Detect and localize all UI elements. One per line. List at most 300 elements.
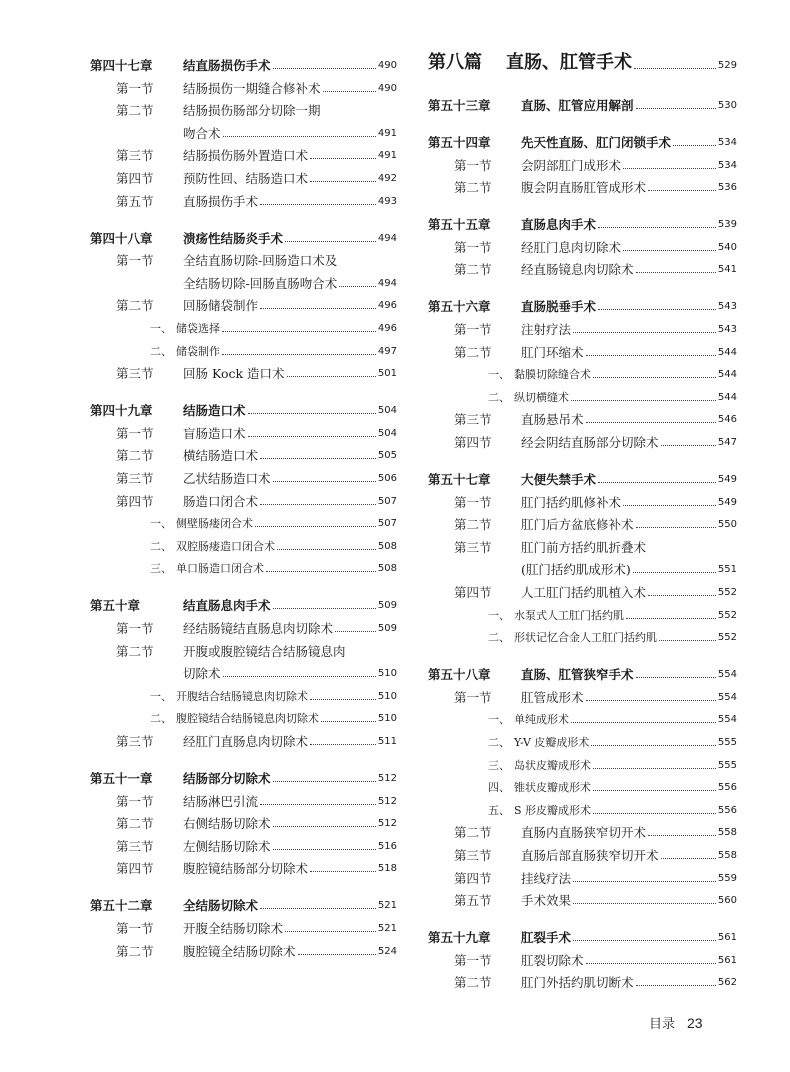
toc-subsection[interactable] [428, 728, 737, 750]
toc-page-number: 510 [377, 690, 397, 702]
toc-label: 第二节 [116, 943, 154, 959]
toc-page-number: 508 [377, 563, 397, 575]
toc-label: 第二节 [454, 975, 492, 991]
toc-chapter[interactable] [90, 224, 397, 246]
toc-label: 二、 [150, 712, 172, 726]
toc-page-number: 529 [717, 60, 737, 71]
toc-section[interactable] [90, 914, 397, 936]
toc-subsection[interactable] [90, 554, 397, 576]
toc-page-number: 555 [717, 737, 737, 748]
toc-page-number: 490 [377, 82, 397, 94]
leader-dots [260, 804, 376, 805]
toc-title: 手术效果 [521, 893, 572, 909]
toc-page-number: 540 [717, 241, 737, 253]
toc-page-number: 560 [717, 895, 737, 907]
toc-label: 第三节 [116, 471, 154, 486]
toc-title: 腹会阴直肠肛管成形术 [521, 180, 647, 196]
toc-title: 肛裂手术 [521, 930, 572, 946]
toc-page-number: 494 [377, 232, 397, 244]
leader-dots [273, 781, 376, 782]
toc-page-number: 549 [717, 496, 737, 508]
toc-continuation[interactable] [90, 269, 397, 291]
toc-label: 第二节 [116, 298, 154, 314]
toc-page-number: 541 [717, 264, 737, 276]
toc-title: 腹腔镜结肠部分切除术 [183, 861, 309, 877]
toc-title: 经直肠镜息肉切除术 [521, 262, 634, 278]
leader-dots [273, 826, 376, 827]
toc-section[interactable] [428, 864, 737, 886]
toc-section[interactable] [90, 419, 397, 441]
toc-label: 第四节 [454, 435, 492, 450]
leader-dots [636, 527, 716, 528]
toc-section[interactable] [90, 809, 397, 831]
toc-section[interactable] [428, 968, 737, 990]
leader-dots [598, 309, 716, 310]
leader-dots [310, 699, 376, 700]
toc-label: 第三节 [116, 148, 154, 164]
toc-title: 结直肠损伤手术 [183, 58, 271, 73]
toc-label: 第三节 [116, 366, 154, 382]
toc-page-number: 509 [377, 623, 397, 634]
toc-title: 直肠、肛管应用解剖 [521, 98, 634, 113]
toc-page-number: 504 [377, 427, 397, 439]
toc-section[interactable] [428, 405, 737, 427]
leader-dots [285, 931, 376, 932]
leader-dots [273, 481, 376, 482]
toc-chapter[interactable] [90, 396, 397, 418]
toc-section[interactable] [90, 487, 397, 509]
toc-label: 第一节 [116, 921, 154, 936]
toc-page-number: 512 [377, 818, 397, 830]
toc-section[interactable] [428, 151, 737, 173]
toc-title: 经肛门息肉切除术 [521, 239, 622, 255]
toc-title: 肛门环缩术 [521, 344, 584, 360]
toc-label: 一、 [488, 368, 510, 382]
toc-page-number: 496 [377, 300, 397, 312]
toc-title: 全结肠切除-回肠直肠吻合术 [183, 275, 338, 291]
toc-page-number: 546 [717, 414, 737, 426]
leader-dots [661, 445, 716, 446]
toc-label: 第一节 [454, 689, 492, 705]
toc-label: 第四十七章 [90, 58, 153, 73]
toc-page-number: 554 [717, 714, 737, 726]
toc-label: 一、 [488, 608, 510, 622]
leader-dots [593, 377, 716, 378]
toc-page-number: 504 [377, 405, 397, 417]
toc-chapter[interactable] [428, 923, 737, 945]
toc-subsection[interactable] [428, 601, 737, 623]
toc-label: 第一节 [454, 322, 492, 337]
toc-label: 第五十章 [90, 598, 141, 614]
toc-title: 肠造口闭合术 [183, 493, 259, 509]
toc-section[interactable] [428, 255, 737, 277]
toc-section[interactable] [90, 614, 397, 636]
toc-title: 单纯成形术 [514, 713, 569, 727]
toc-title: 全结直肠切除-回肠造口术及 [183, 253, 338, 269]
toc-page-number: 501 [377, 368, 397, 380]
toc-label: 第五十四章 [428, 135, 491, 150]
toc-label: 第二节 [116, 643, 154, 659]
toc-chapter[interactable] [428, 660, 737, 682]
leader-dots [598, 227, 716, 228]
toc-section[interactable] [90, 854, 397, 876]
toc-chapter[interactable] [428, 91, 737, 113]
toc-chapter[interactable] [90, 764, 397, 786]
toc-title: 形状记忆合金人工肛门括约肌 [514, 631, 657, 645]
toc-continuation[interactable] [90, 119, 397, 141]
toc-section[interactable] [90, 74, 397, 96]
toc-section[interactable] [428, 173, 737, 195]
leader-dots [223, 676, 376, 677]
toc-section[interactable] [90, 832, 397, 854]
leader-dots [648, 835, 716, 836]
toc-page-number: 497 [377, 345, 397, 357]
toc-chapter[interactable] [428, 465, 737, 487]
leader-dots [287, 376, 376, 377]
toc-label: 第二节 [454, 344, 492, 360]
leader-dots [571, 722, 716, 723]
toc-page-number: 554 [717, 691, 737, 703]
toc-title: (肛门括约肌成形术) [521, 562, 631, 578]
leader-dots [255, 526, 376, 527]
leader-dots [648, 190, 716, 191]
toc-label: 二、 [150, 539, 172, 553]
toc-page-number: 521 [377, 900, 397, 912]
toc-label: 第一节 [116, 425, 154, 441]
toc-page-number: 510 [377, 668, 397, 680]
leader-dots [636, 985, 716, 986]
toc-label: 第一节 [454, 157, 492, 173]
toc-page-number: 490 [377, 60, 397, 71]
toc-label: 第三节 [454, 848, 492, 863]
toc-title: 回肠储袋制作 [183, 298, 259, 314]
toc-label: 第五十三章 [428, 98, 491, 113]
toc-label: 二、 [488, 631, 510, 645]
toc-section[interactable] [90, 441, 397, 463]
toc-section[interactable] [428, 683, 737, 705]
toc-subsection[interactable] [428, 796, 737, 818]
toc-title: 结肠损伤肠部分切除一期 [183, 103, 321, 119]
toc-section[interactable] [90, 187, 397, 209]
toc-continuation[interactable] [90, 659, 397, 681]
toc-title: 经结肠镜结直肠息肉切除术 [183, 621, 334, 636]
leader-dots [636, 272, 716, 273]
toc-title: 黏膜切除缝合术 [514, 368, 591, 382]
toc-label: 第四节 [116, 171, 154, 186]
toc-section[interactable] [90, 464, 397, 486]
toc-page-number: 508 [377, 540, 397, 552]
leader-dots [248, 436, 376, 437]
toc-chapter[interactable] [428, 128, 737, 150]
toc-label: 第四节 [454, 870, 492, 886]
toc-label: 第五十二章 [90, 898, 153, 914]
toc-label: 第一节 [116, 621, 154, 636]
toc-title: 储袋制作 [176, 344, 220, 358]
toc-section[interactable] [428, 315, 737, 337]
toc-page-number: 544 [717, 346, 737, 358]
toc-section[interactable] [428, 841, 737, 863]
toc-section[interactable] [90, 359, 397, 381]
toc-page-number: 536 [717, 182, 737, 194]
leader-dots [623, 505, 716, 506]
toc-chapter[interactable] [90, 51, 397, 73]
toc-section[interactable] [428, 886, 737, 908]
toc-page-number: 549 [717, 474, 737, 485]
toc-page-number: 551 [717, 564, 737, 576]
toc-title: 右侧结肠切除术 [183, 816, 271, 832]
toc-page-number: 544 [717, 391, 737, 403]
toc-title: 双腔肠瘘造口闭合术 [176, 539, 275, 553]
toc-label: 第二节 [116, 448, 154, 464]
toc-title: 储袋选择 [176, 322, 220, 335]
leader-dots [266, 571, 376, 572]
toc-section[interactable] [90, 164, 397, 186]
toc-label: 第五十五章 [428, 217, 491, 233]
toc-label: 第五十九章 [428, 930, 491, 946]
leader-dots [648, 595, 716, 596]
toc-chapter[interactable] [428, 292, 737, 314]
toc-label: 第四节 [116, 493, 154, 509]
toc-section[interactable] [428, 338, 737, 360]
leader-dots [573, 903, 716, 904]
toc-subsection[interactable] [428, 751, 737, 773]
toc-title: 注射疗法 [521, 322, 572, 337]
toc-title: 肛裂切除术 [521, 952, 584, 968]
toc-page-number: 506 [377, 473, 397, 484]
toc-title: 经肛门直肠息肉切除术 [183, 734, 309, 749]
toc-section[interactable] [90, 246, 397, 268]
toc-title: 预防性回、结肠造口术 [183, 171, 309, 186]
toc-title: 腹腔镜结合结肠镜息肉切除术 [176, 712, 319, 726]
toc-title: 回肠 Kock 造口术 [183, 366, 285, 382]
toc-title: 切除术 [183, 666, 221, 682]
leader-dots [260, 908, 376, 909]
toc-page-number: 543 [717, 324, 737, 335]
toc-label: 四、 [488, 781, 510, 795]
leader-dots [634, 68, 716, 69]
toc-label: 三、 [488, 758, 510, 772]
toc-page-number: 509 [377, 600, 397, 612]
toc-title: 吻合术 [183, 125, 221, 141]
leader-dots [222, 331, 376, 332]
toc-subsection[interactable] [90, 682, 397, 704]
toc-label: 第四十八章 [90, 230, 153, 246]
toc-title: 盲肠造口术 [183, 425, 246, 441]
leader-dots [586, 963, 716, 964]
leader-dots [260, 308, 376, 309]
toc-title: 直肠内直肠狭窄切开术 [521, 825, 647, 841]
toc-page-number: 511 [377, 736, 397, 747]
toc-label: 第五十八章 [428, 667, 491, 683]
toc-title: 大便失禁手术 [521, 472, 597, 487]
toc-chapter[interactable] [90, 591, 397, 613]
toc-subsection[interactable] [428, 773, 737, 795]
toc-label: 第一节 [454, 952, 492, 968]
toc-label: 第四十九章 [90, 403, 153, 419]
toc-section[interactable] [428, 818, 737, 840]
toc-page-number: 554 [717, 669, 737, 681]
toc-label: 第一节 [454, 239, 492, 255]
leader-dots [623, 250, 716, 251]
toc-page-number: 493 [377, 195, 397, 207]
leader-dots [260, 504, 376, 505]
toc-label: 第五节 [454, 893, 492, 909]
toc-page-number: 530 [717, 100, 737, 111]
toc-label: 第二节 [454, 517, 492, 533]
toc-title: 直肠悬吊术 [521, 412, 584, 428]
leader-dots [298, 954, 376, 955]
toc-page-number: 521 [377, 923, 397, 934]
toc-chapter[interactable] [90, 891, 397, 913]
toc-section[interactable] [90, 637, 397, 659]
toc-section[interactable] [428, 488, 737, 510]
leader-dots [285, 241, 376, 242]
toc-page-number: 505 [377, 450, 397, 462]
toc-title: 肛门前方括约肌折叠术 [521, 539, 647, 555]
toc-label: 第五十六章 [428, 299, 491, 315]
toc-title: 直肠后部直肠狭窄切开术 [521, 848, 659, 863]
toc-continuation[interactable] [428, 555, 737, 577]
toc-title: 直肠息肉手术 [521, 217, 597, 233]
toc-page-number: 552 [717, 632, 737, 644]
leader-dots [593, 813, 716, 814]
toc-subsection[interactable] [90, 337, 397, 359]
toc-section[interactable] [428, 233, 737, 255]
toc-title: 肛门后方盆底修补术 [521, 517, 634, 533]
toc-part[interactable] [428, 51, 737, 73]
toc-label: 一、 [150, 517, 172, 531]
toc-section[interactable] [90, 291, 397, 313]
toc-title: 肛门外括约肌切断术 [521, 975, 634, 991]
toc-page-number: 512 [377, 795, 397, 807]
toc-label: 第五十七章 [428, 472, 491, 487]
toc-page-number: 558 [717, 850, 737, 861]
toc-section[interactable] [428, 428, 737, 450]
leader-dots [248, 413, 376, 414]
toc-label: 一、 [150, 322, 172, 335]
toc-label: 第八篇 [428, 52, 482, 73]
toc-label: 第二节 [454, 180, 492, 196]
toc-section[interactable] [90, 141, 397, 163]
leader-dots [310, 158, 376, 159]
toc-label: 第二节 [116, 103, 154, 119]
toc-subsection[interactable] [90, 314, 397, 336]
toc-section[interactable] [90, 727, 397, 749]
toc-label: 二、 [488, 390, 510, 404]
toc-section[interactable] [90, 937, 397, 959]
leader-dots [661, 858, 716, 859]
toc-label: 第五节 [116, 193, 154, 209]
toc-title: 左侧结肠切除术 [183, 838, 271, 854]
toc-page-number: 544 [717, 369, 737, 381]
toc-title: 横结肠造口术 [183, 448, 259, 464]
toc-subsection[interactable] [90, 532, 397, 554]
toc-page-number: 534 [717, 137, 737, 148]
toc-label: 二、 [488, 736, 510, 749]
toc-title: 挂线疗法 [521, 870, 572, 886]
toc-title: 直肠、肛管手术 [506, 52, 632, 73]
toc-subsection[interactable] [428, 360, 737, 382]
toc-page-number: 556 [717, 782, 737, 794]
toc-chapter[interactable] [428, 210, 737, 232]
leader-dots [593, 768, 716, 769]
toc-title: 直肠损伤手术 [183, 193, 259, 209]
toc-page-number: 539 [717, 219, 737, 231]
toc-section[interactable] [90, 787, 397, 809]
toc-page-number: 516 [377, 840, 397, 852]
toc-page-number: 491 [377, 127, 397, 139]
toc-title: 开腹结合结肠镜息肉切除术 [176, 689, 308, 703]
toc-section[interactable] [428, 510, 737, 532]
toc-title: 全结肠切除术 [183, 898, 259, 914]
toc-title: 溃疡性结肠炎手术 [183, 230, 284, 246]
toc-label: 一、 [488, 713, 510, 727]
toc-title: 乙状结肠造口术 [183, 471, 271, 486]
leader-dots [277, 549, 376, 550]
leader-dots [310, 871, 376, 872]
toc-section[interactable] [428, 946, 737, 968]
toc-label: 第二节 [454, 262, 492, 278]
toc-label: 第四节 [454, 585, 492, 600]
toc-title: 岛状皮瓣成形术 [514, 758, 591, 772]
leader-dots [591, 745, 715, 746]
toc-title: 人工肛门括约肌植入术 [521, 585, 647, 600]
toc-subsection[interactable] [90, 509, 397, 531]
toc-title: 开腹全结肠切除术 [183, 921, 284, 936]
leader-dots [636, 677, 716, 678]
leader-dots [586, 355, 716, 356]
toc-page-number: 543 [717, 301, 737, 313]
toc-title: 直肠脱垂手术 [521, 299, 597, 315]
leader-dots [626, 618, 716, 619]
toc-label: 第四节 [116, 861, 154, 877]
leader-dots [598, 482, 716, 483]
toc-page-number: 556 [717, 804, 737, 816]
toc-label: 第二节 [116, 816, 154, 832]
toc-title: 肛管成形术 [521, 689, 584, 705]
leader-dots [323, 91, 376, 92]
leader-dots [273, 849, 376, 850]
leader-dots [273, 608, 376, 609]
leader-dots [586, 700, 716, 701]
toc-label: 第一节 [116, 253, 154, 269]
toc-page-number: 534 [717, 159, 737, 171]
toc-section[interactable] [428, 578, 737, 600]
leader-dots [593, 790, 716, 791]
toc-subsection[interactable] [428, 705, 737, 727]
leader-dots [623, 168, 716, 169]
toc-title: 肛门括约肌修补术 [521, 494, 622, 510]
toc-page-number: 512 [377, 773, 397, 784]
toc-label: 第三节 [454, 412, 492, 428]
toc-label: 第三节 [116, 838, 154, 854]
toc-section[interactable] [90, 96, 397, 118]
toc-page-number: 561 [717, 932, 737, 944]
toc-title: 侧壁肠瘘闭合术 [176, 517, 253, 531]
footer-label: 目录 [649, 1016, 676, 1031]
toc-subsection[interactable] [428, 383, 737, 405]
toc-title: 结肠部分切除术 [183, 771, 271, 786]
toc-label: 第一节 [116, 80, 154, 96]
leader-dots [586, 422, 716, 423]
toc-section[interactable] [428, 533, 737, 555]
toc-page-number: 547 [717, 437, 737, 448]
toc-page-number: 491 [377, 150, 397, 162]
toc-title: 会阴部肛门成形术 [521, 157, 622, 173]
toc-subsection[interactable] [90, 704, 397, 726]
toc-subsection[interactable] [428, 623, 737, 645]
leader-dots [636, 108, 716, 109]
